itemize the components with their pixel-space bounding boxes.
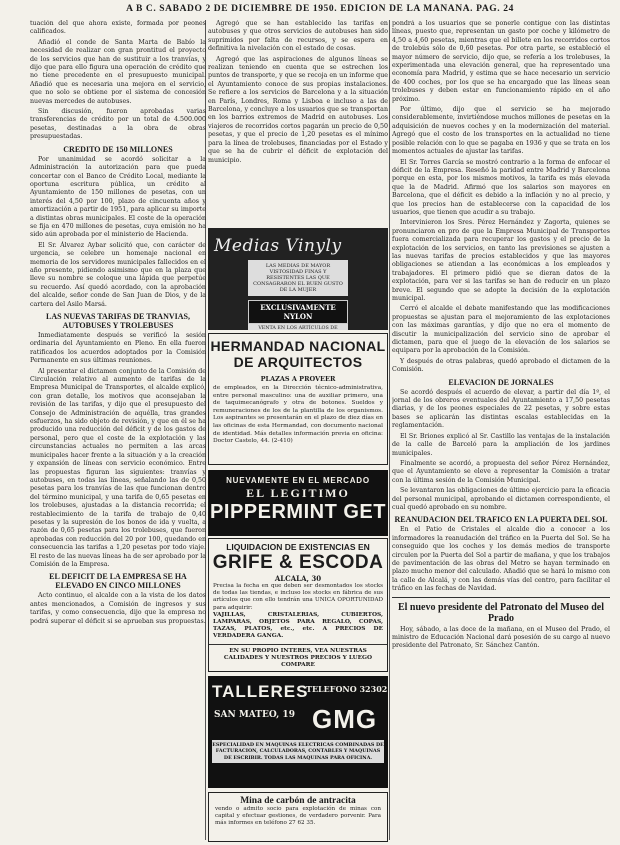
ad-text: ESPECIALIDAD EN MAQUINAS ELECTRICAS COMBINADAS DE FACTURACION, CALCULADORAS, CONTABLES Y MAQUINAS DE ESCRIBIR. TODAS LAS MAQUINAS PARA OFICINA. (212, 740, 384, 763)
column-3 (392, 20, 610, 840)
ad-title: HERMANDAD NACIONAL (210, 338, 386, 354)
section-heading: ELEVACION DE JORNALES (448, 377, 554, 387)
paragraph: Y después de otras palabras, quedó aprobado el dictamen de la Comisión. (392, 357, 610, 374)
ad-hermandad (208, 333, 388, 465)
paragraph: Añadió el conde de Santa Marta de Babío la necesidad de realizar con gran prontitud el proyecto de los servicios que han de sustituir a los tranvías, y dijo que para ello figura una operación de crédito que no tiene precedente en el presupuesto municipal. Añadió que es necesaria una mejora en el servicio, que no solo se obtiene por el sistema de concesión nuevas mercedes de autobuses. (30, 38, 206, 105)
ad-line: EL LEGITIMO (246, 486, 350, 500)
paragraph: Finalmente se acordó, a propuesta del señor Pérez Hernández, que el Ayuntamiento se eleve a representar la Comisión a tratar con la última sesión de la Comisión Municipal. (392, 459, 610, 484)
ad-medias (208, 228, 388, 330)
ad-address: SAN MATEO, 19 (214, 710, 295, 720)
paragraph: El Sr. Álvarez Aybar solicitó que, con carácter de urgencia, se celebre un homenaje nacional en memoria de los servidores municipales fallecidos en el año presente, pidiendo asimismo que en la plaza que lleve su nombre se coloque una lápida que perpetúe su recuerdo. Así quedó acordado, con la aprobación del alcalde, señor conde de San Juan de Dios, y de la cartera del Asilo Marsá. (30, 241, 206, 308)
ad-antracita (208, 792, 388, 842)
ad-brand: Medias Vinyly (214, 236, 342, 256)
paragraph: El Sr. Briones explicó al Sr. Castillo las ventajas de la instalación de la calle de Barceló para la ampliación de los jardines municipales. (392, 432, 610, 457)
paragraph: Se levantaron las obligaciones de último ejercicio para la eficacia del personal municipal, aprobando el dictamen correspondiente, el cual quedó aprobado en su nombre. (392, 487, 610, 511)
ad-title: TALLERES (212, 682, 309, 701)
ad-exclusive-sub: VENTA EN LOS ARTÍCULOS DE (248, 324, 348, 330)
ad-text-bold: VAJILLAS, CRISTALERIAS, CUBIERTOS, LAMPARAS, OBJETOS PARA REGALO, COPAS, TAZAS, PLATOS, etc., etc. A PRECIOS DE VERDADERA GANGA. (213, 611, 383, 640)
paragraph: El Sr. Torres García se mostró contrario a la forma de enfocar el déficit de la Empresa. Reseñó la paridad entre Madrid y Barcelona porque en esta, por los mismos motivos, la tarifa es más elevada que la de Madrid. Afirmó que los salarios son mayores en Barcelona, que el déficit es debido a la inflación y no al precio, y que los precios han de establecerse con la capacidad de los usuarios, que tienen que acudir a su trabajo. (392, 158, 610, 216)
ad-phone: TELEFONO 32302 (306, 684, 388, 694)
ad-text: LAS MEDIAS DE MAYOR VISTOSIDAD FINAS Y RESISTENTES LAS QUE CONSAGRARON EL BUEN GUSTO DE LA MUJER (248, 260, 348, 296)
section-heading: EL DEFICIT DE LA EMPRESA SE HA ELEVADO EN CINCO MILLONES (49, 572, 187, 591)
ad-grife-escoda (208, 538, 388, 672)
paragraph: tuación del que ahora existe, formada por peones calificados. (30, 20, 206, 36)
column-rule (389, 20, 390, 840)
ad-brand: GMG (312, 704, 378, 734)
paragraph: Sin discusión, fueron aprobadas varias transferencias de crédito por un total de 4.500.000 pesetas, destinadas a la obra de obras presupuestadas. (30, 108, 206, 141)
ad-text: vendo o admito socio para explotación de minas con capital y efectuar gestiones, de verdadero porvenir. Para más informes en teléfono 27 62 35. (215, 806, 381, 826)
paragraph: Cerró el alcalde el debate manifestando que las modificaciones propuestas se ajustan para el mejoramiento de las explotaciones con las máximas garantías, y dijo que no era el momento de discutir la municipalización del servicio sino de aprobar el dictamen, para que el juego de la elevación de los salarios se equipara por la aprobación de la Comisión. (392, 305, 610, 355)
ad-title: LIQUIDACION DE EXISTENCIAS EN (226, 542, 370, 552)
section-heading: LAS NUEVAS TARIFAS DE TRANVIAS, AUTOBUSES Y TROLEBUSES (46, 312, 190, 330)
paragraph: pondrá a los usuarios que se ponerle contigue con las distintas líneas, puesto que, representan un gasto por coche y kilómetro de 4,50 a 4,60 pesetas, mientras que el billete en los recorridos cortos de trolebús sólo de 0,60 pesetas. Por otra parte, se estableció el mayor número de servicio, dijo que, se refería a los trolebuses, la experimentada una elevación general, que ha representado una economía para Madrid, y estima que se hace necesario un servicio de 400 coches, por los que se ha encargado que las líneas sean trolebuses y deben estar en funcionamiento rápido en el año próximo. (392, 20, 610, 103)
ad-title: Mina de carbón de antracita (240, 796, 356, 806)
ad-text: de empleados, en la Dirección técnico-administrativa, entre personal masculino: una de auxiliar primero, una de taquimecanógrafo y otra de botones. Sueldos y remuneraciones de los de la plantilla de los organismos. Los aspirantes se presentarán en el plazo de diez días en las oficinas de esta Hermandad, con documento nacional de identidad. Más detalles información previa en oficina: Doctor Castelo, 44. (2-410) (213, 385, 383, 445)
ad-exclusive: EXCLUSIVAMENTE NYLON (248, 300, 348, 324)
ad-brand: PIPPERMINT GET (210, 501, 386, 523)
ad-subtitle: PLAZAS A PROVEER (260, 375, 336, 383)
ad-pippermint (208, 470, 388, 536)
paragraph: Acto continuo, el alcalde con a la vista de los datos antes mencionados, a Comisión de ingresos y sus tarifas, y como consecuencia, dijo que la empresa no podrá superar el déficit si se aprueban sus propuestas. (30, 592, 206, 625)
column-1 (30, 20, 206, 840)
article-headline: El nuevo presidente del Patronato del Museo del Prado (397, 601, 605, 624)
paragraph: Al presentar el dictamen conjunto de la Comisión de Circulación relativo al aumento de tarifas de la Empresa Municipal de Transportes, el alcalde explicó, con gran detalle, los motivos que aconsejaban la revisión de las tarifas, y dijo que el presupuesto del Consejo de Administración de aquélla, tras grandes esfuerzos, ha sido objeto de revisión, y que en él se ha producido una reducción del déficit y de los gastos de personal, pero que el coste de la explotación y las circunstancias actuales no permiten a las arcas municipales hacer frente a la situación y a la creación y expansión de líneas con servicio económico. Entre las propuestas figuran las siguientes: tranvías y autobuses, en todas las líneas, señalando las de 0,50 pesetas para los tranvías de las que funcionan dentro del término municipal, y una tarifa de 0,65 pesetas en los trolebuses, ajustadas a la distancia recorrida; el restablecimiento de la tarifa de trabajo de 0,40 pesetas y la supresión de los bonos de ida y vuelta, a razón de 0,65 pesetas para los trolebuses, que fueron aprobadas con reducción del 20 por 100, quedando en consecuencia las tarifas a 1,20 pesetas por todo viaje. El resto de las nuevas líneas ha de ser aprobado por la Comisión de la Empresa. (30, 367, 206, 568)
ad-text: Precisa la fecha en que deben ser desmontados los stocks de todas las tiendas, e incluso los stocks en fábrica de sus artículos que con ello tendrán una UNICA OPORTUNIDAD para adquirir: (213, 583, 383, 611)
paragraph: Por último, dijo que el servicio se ha mejorado considerablemente, invirtiéndose muchos millones de pesetas en la adquisición de nuevos coches y en la modernización del material. Agregó que el costo de los transportes en la actualidad no tiene posible relación con lo que se pagaba en 1936 y que se trata en los momentos actuales de ajustar las tarifas. (392, 106, 610, 156)
column-2 (208, 20, 388, 240)
section-heading: CREDITO DE 150 MILLONES (63, 144, 173, 154)
ad-talleres-gmg (208, 676, 388, 788)
divider (392, 597, 610, 598)
divider (209, 644, 387, 645)
ad-subtitle: ALCALA, 30 (274, 574, 322, 583)
paragraph: En el Patio de Cristales el alcalde dio a conocer a los informadores la reanudación del tráfico en la Puerta del Sol. Se ha conseguido que los coches y los demás medios de transporte circulen por la Puerta del Sol a partir de mañana, y que los trabajos de pavimentación de las obras del Metro se hayan terminado en plazo mucho menor del calculado. Añadió que se hará lo mismo con la calle de Alcalá, y con las demás vías del centro, para facilitar el tráfico en las fechas de Navidad. (392, 526, 610, 593)
paragraph: Inmediatamente después se verificó la sesión ordinaria del Ayuntamiento en Pleno. En ella fueron ratificados los acuerdos adoptados por la Comisión Permanente en sus últimas reuniones. (30, 332, 206, 365)
paragraph: Hoy, sábado, a las doce de la mañana, en el Museo del Prado, el ministro de Educación Nacional dará posesión de su cargo al nuevo presidente del Patronato, Sr. Sánchez Cantón. (392, 625, 610, 650)
page-header: A B C. SABADO 2 DE DICIEMBRE DE 1950. EDICION DE LA MAÑANA. PAG. 24 (126, 4, 514, 14)
section-heading: REANUDACION DEL TRAFICO EN LA PUERTA DEL SOL (394, 515, 608, 525)
paragraph: Se acordó después el acuerdo de elevar, a partir del día 1º, el jornal de los obreros eventuales del Ayuntamiento a 17,50 pesetas diarias, y de los peones especiales de 22 pesetas, y sobre estas bases se aplicarán las distintas escalas establecidas en la reglamentación. (392, 388, 610, 430)
ad-line: NUEVAMENTE EN EL MERCADO (226, 476, 370, 485)
ad-brand: GRIFE & ESCODA (212, 552, 384, 573)
paragraph: Agregó que las aspiraciones de algunos líneas se realizan teniendo en cuenta que se estrechen los puntos de transporte, y que se recoja en un informe que el Ayuntamiento conoce de sus propias instalaciones. Se refiere a los servicios de Barcelona y a la situación en París, Londres, Roma y Lisboa e incluso a las de Barcelona, y concluye a los usuarios que se transportan en los barrios extremos de Madrid en autobuses. Los viajeros de recorridos cortos pagarán un precio de 0,50 pesetas, y que el precio de 1,20 pesetas es el mínimo para la línea de trolebuses, financiadas por el Estado y que se ha de cubrir el déficit de explotación del municipio. (208, 55, 388, 164)
ad-title: DE ARQUITECTOS (233, 354, 363, 370)
paragraph: Por unanimidad se acordó solicitar a la Administración la autorización para que pueda concertar con el Banco de Crédito Local, mediante la oportuna escritura pública, un crédito al Ayuntamiento de 150 millones de pesetas, con un interés del 4,50 por 100, plazo de cincuenta años y amortización a partir de 1951, para aplicar su importe a distintas obras municipales. El coste de la operación se fija en 470 millones de pesetas, cuya emisión no ha sido aún aprobada por el ministerio de Hacienda. (30, 155, 206, 239)
paragraph: Agregó que se han establecido las tarifas en autobuses y que otros servicios de autobuses han sido suprimidos por falta de recursos, y se espera en definitiva la nivelación con el estado de cosas. (208, 20, 388, 53)
ad-text: EN SU PROPIO INTERES, VEA NUESTRAS CALIDADES Y NUESTROS PRECIOS Y LUEGO COMPARE (223, 647, 373, 669)
paragraph: Intervinieron los Sres. Pérez Hernández y Zagorta, quienes se pronunciaron en pro de que la Empresa Municipal de Transportes fuera comercializada para recuperar los gastos y el precio de la explotación de los servicios, en tanto las previsiones se ajusten a las nuevas tarifas de precios establecidos y que las mayores obligaciones se atiendan a las económicas a los empleados y trabajadores. El primero pidió que se dieran datos de la explotación, para ver si las tarifas se han de reducir en un plazo breve. El segundo que se adopte la decisión de la explotación municipal. (392, 219, 610, 302)
